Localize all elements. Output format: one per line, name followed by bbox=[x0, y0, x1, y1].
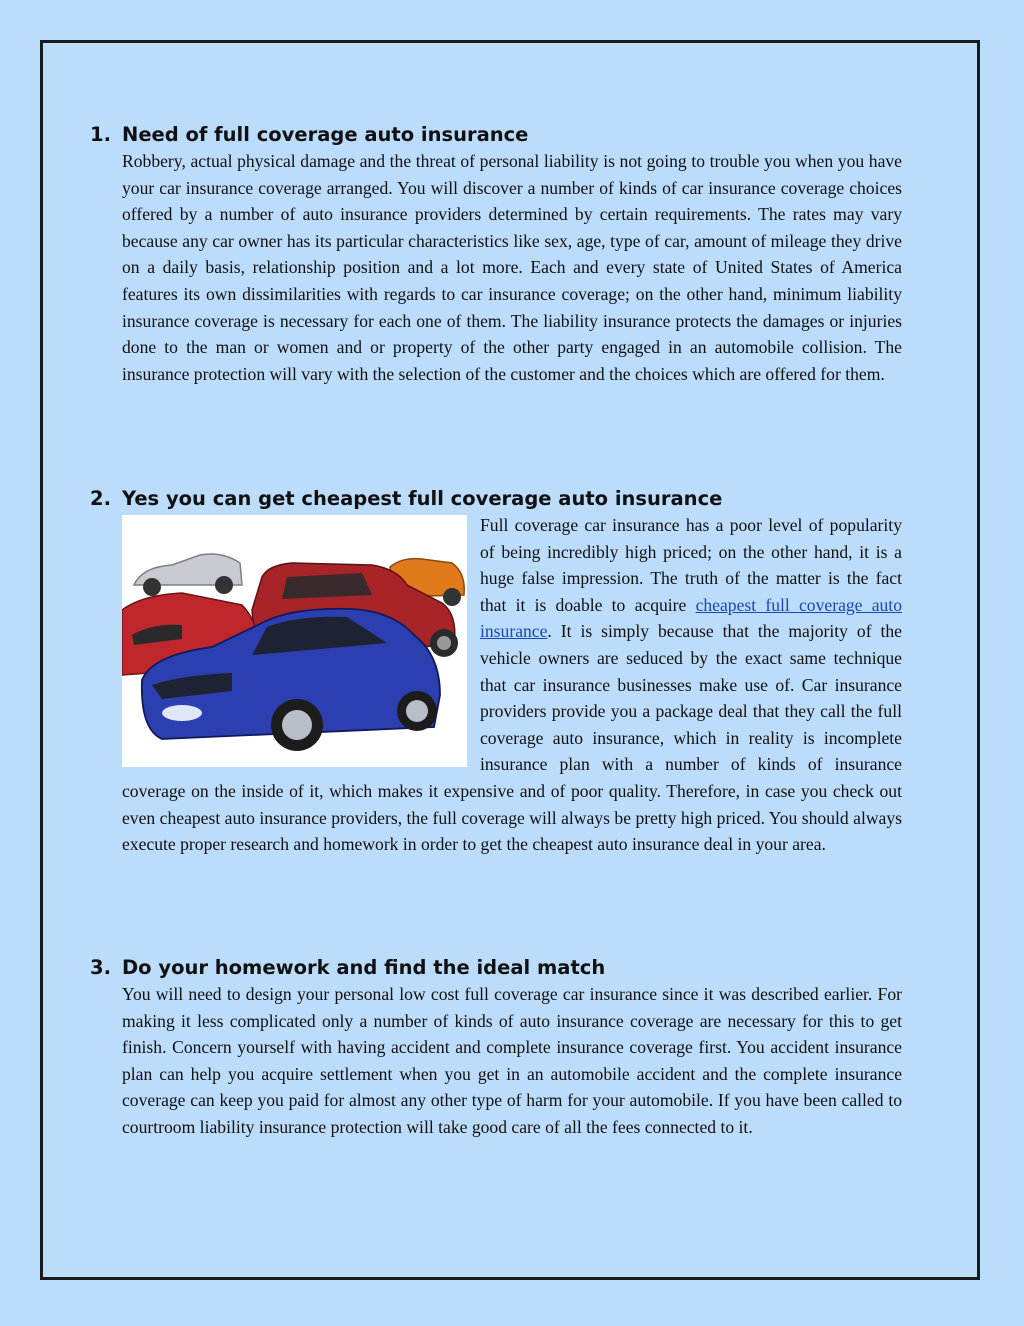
cars-illustration bbox=[122, 515, 467, 767]
section-2-body-end: . It is simply because that the majority of the vehicle owners are seduced by the exact same technique that car insurance businesses make use of. Car insurance providers provide you a package deal that they call the full coverage auto insurance, which in reality is incomplete insurance plan with a number of kinds of insurance coverage on the inside of it, which makes it expensive and of poor quality. Therefore, in case you check out even cheapest auto insurance providers, the full coverage will always be pretty high priced. You should always execute proper research and homework in order to get the cheapest auto insurance deal in your area. bbox=[122, 621, 902, 855]
section-3 bbox=[90, 955, 902, 1141]
section-3-body: You will need to design your personal low cost full coverage car insurance since it was described earlier. For making it less complicated only a number of kinds of auto insurance coverage are necessary for this to get finish. Concern yourself with having accident and complete insurance coverage first. You accident insurance plan can help you acquire settlement when you get in an automobile accident and the complete insurance coverage can keep you paid for almost any other type of harm for your automobile. If you have been called to courtroom liability insurance protection will take good care of all the fees connected to it. bbox=[122, 984, 902, 1137]
section-2-body bbox=[122, 512, 902, 858]
section-1-heading bbox=[90, 122, 902, 148]
section-1-number: 1. bbox=[90, 123, 111, 146]
cars-image bbox=[122, 515, 467, 767]
section-2-heading bbox=[90, 486, 902, 512]
section-1-title: Need of full coverage auto insurance bbox=[122, 123, 529, 146]
section-3-number: 3. bbox=[90, 956, 111, 979]
section-2-body-start: Full coverage car insurance has a poor level of popularity of being incredibly high priced; on the other hand, it is a huge false impression. The truth of the matter is the fact that it is doable to acquire bbox=[480, 515, 902, 615]
section-2 bbox=[90, 486, 902, 858]
section-3-title: Do your homework and find the ideal match bbox=[122, 956, 606, 979]
cheapest-coverage-link[interactable]: cheapest full coverage auto insurance bbox=[480, 594, 902, 642]
section-2-number: 2. bbox=[90, 487, 111, 510]
section-3-heading bbox=[90, 955, 902, 981]
section-1 bbox=[90, 122, 902, 387]
section-1-body: Robbery, actual physical damage and the threat of personal liability is not going to trouble you when you have your car insurance coverage arranged. You will discover a number of kinds of car insurance coverage choices offered by a number of auto insurance providers determined by certain requirements. The rates may vary because any car owner has its particular characteristics like sex, age, type of car, amount of mileage they drive on a daily basis, relationship position and a lot more. Each and every state of United States of America features its own dissimilarities with regards to car insurance coverage; on the other hand, minimum liability insurance coverage is necessary for each one of them. The liability insurance protects the damages or injuries done to the man or women and or property of the other party engaged in an automobile collision. The insurance protection will vary with the selection of the customer and the choices which are offered for them. bbox=[122, 151, 902, 384]
section-2-title: Yes you can get cheapest full coverage auto insurance bbox=[122, 487, 723, 510]
